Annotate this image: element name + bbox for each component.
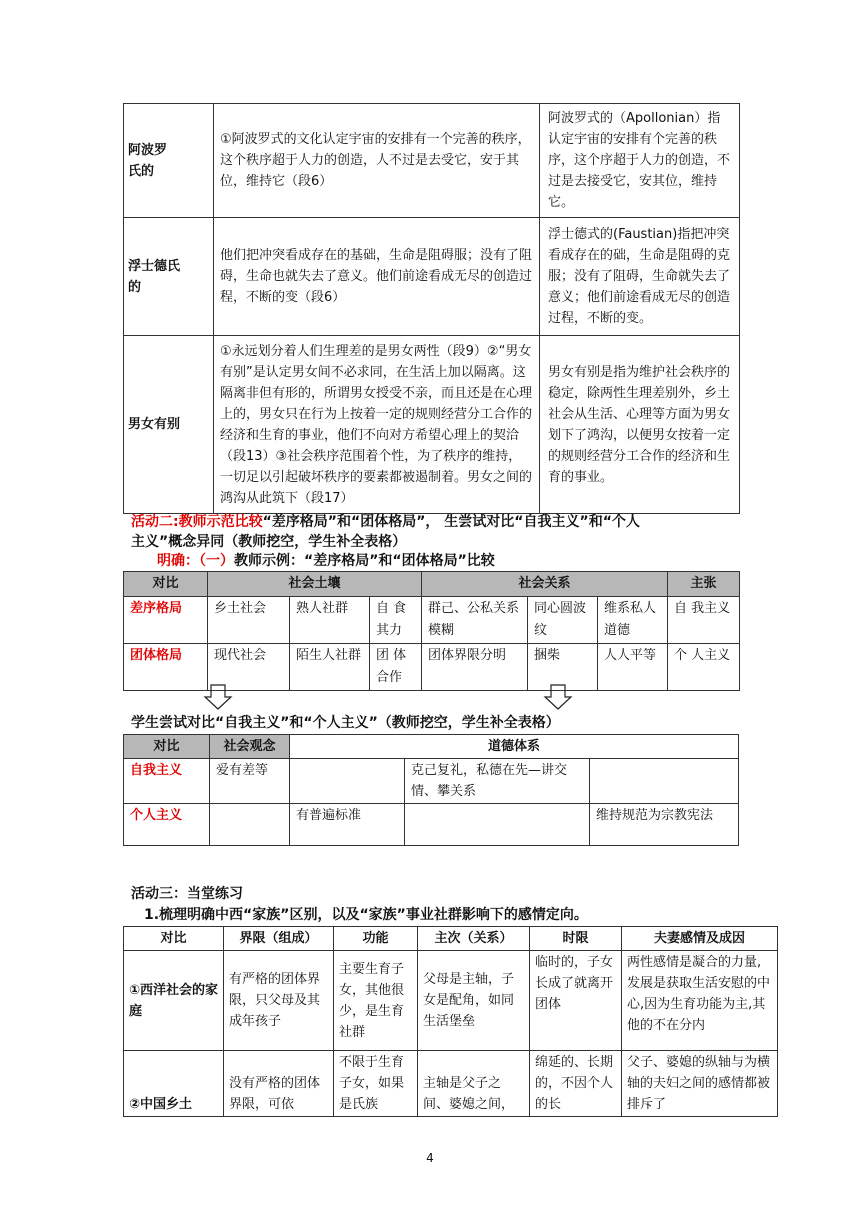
table-cell: 现代社会 [208, 644, 290, 691]
original-text-cell: 他们把冲突看成存在的基础，生命是阻碍服；没有了阻碍，生命也就失去了意义。他们前途看成无尽的创造过程，不断的变（段6） [214, 218, 540, 336]
table-row [124, 804, 739, 846]
header-cell: 主张 [668, 572, 740, 597]
table-cell [590, 759, 739, 804]
table-cell: 主轴是父子之间、婆媳之间， [418, 1051, 530, 1117]
row-label: ②中国乡土 [124, 1051, 224, 1117]
header-cell: 主次（关系） [418, 927, 530, 951]
table-cell: 自 食其力 [370, 597, 422, 644]
table-cell: 有普遍标准 [290, 804, 405, 846]
table-row [124, 218, 740, 336]
header-cell: 对比 [124, 735, 210, 759]
explanation-cell: 浮士德式的(Faustian)指把冲突看成存在的础，生命是阻碍的克服；没有了阻碍，生命就失去了意义；他们前途看成无尽的创造过程，不断的变。 [540, 218, 740, 336]
table-cell: 陌生人社群 [290, 644, 370, 691]
header-cell: 对比 [124, 927, 224, 951]
table-cell: 维持规范为宗教宪法 [590, 804, 739, 846]
row-label: ①西洋社会的家庭 [124, 951, 224, 1051]
activity2-heading [131, 512, 751, 552]
table-cell: 维系私人道德 [598, 597, 668, 644]
student-heading: 学生尝试对比“自我主义”和“个人主义”（教师挖空，学生补全表格） [131, 715, 560, 731]
header-row [124, 572, 740, 597]
row-label: 男女有别 [124, 336, 214, 514]
egoism-individualism-table [123, 734, 739, 846]
table-cell: 团 体合作 [370, 644, 422, 691]
explanation-cell: 阿波罗式的（Apollonian）指认定宇宙的安排有个完善的秩序，这个序超于人力的创造，不过是去接受它，安其位，维持它。 [540, 104, 740, 218]
table-row [124, 104, 740, 218]
table-cell: 父母是主轴，子女是配角，如同生活堡垒 [418, 951, 530, 1051]
table-row [124, 759, 739, 804]
concept-table [123, 103, 740, 514]
table-cell: 个 人主义 [668, 644, 740, 691]
table-cell: 爱有差等 [210, 759, 290, 804]
activity2-text-cont: 主义”概念异同（教师挖空，学生补全表格） [131, 534, 407, 550]
clarify-label: 明确：（一） [157, 553, 234, 569]
row-label: 差序格局 [124, 597, 208, 644]
row-label: 浮士德氏 的 [124, 218, 214, 336]
table-cell: 有严格的团体界限，只父母及其成年孩子 [224, 951, 334, 1051]
table-cell: 没有严格的团体界限，可依 [224, 1051, 334, 1117]
original-text-cell: ①阿波罗式的文化认定宇宙的安排有一个完善的秩序，这个秩序超于人力的创造，人不过是去受它，安于其位，维持它（段6） [214, 104, 540, 218]
row-label: 自我主义 [124, 759, 210, 804]
table-cell: 绵延的、长期的，不因个人的长 [530, 1051, 622, 1117]
header-row [124, 735, 739, 759]
header-cell: 功能 [334, 927, 418, 951]
table-cell: 人人平等 [598, 644, 668, 691]
table-cell: 熟人社群 [290, 597, 370, 644]
header-cell: 社会土壤 [208, 572, 422, 597]
header-cell: 社会关系 [422, 572, 668, 597]
table-cell: 自 我主义 [668, 597, 740, 644]
header-cell: 时限 [530, 927, 622, 951]
table-cell [210, 804, 290, 846]
table-cell: 主要生育子女，其他很少，是生育社群 [334, 951, 418, 1051]
header-row [124, 927, 778, 951]
table-row [124, 336, 740, 514]
header-cell: 夫妻感情及成因 [622, 927, 778, 951]
down-arrow-icon [543, 684, 573, 710]
table-row [124, 951, 778, 1051]
clarify-heading [157, 551, 495, 571]
table-cell: 捆柴 [528, 644, 598, 691]
table-cell: 不限于生育子女，如果是氏族 [334, 1051, 418, 1117]
header-cell: 界限（组成） [224, 927, 334, 951]
table-cell: 同心圆波纹 [528, 597, 598, 644]
row-label: 个人主义 [124, 804, 210, 846]
table-cell [405, 804, 590, 846]
header-cell: 道德体系 [290, 735, 739, 759]
table-cell: 群己、公私关系模糊 [422, 597, 528, 644]
pattern-compare-table [123, 571, 740, 691]
header-cell: 对比 [124, 572, 208, 597]
activity2-label: 活动二:教师示范比较 [131, 514, 263, 530]
table-cell: 父子、婆媳的纵轴与为横轴的夫妇之间的感情都被排斥了 [622, 1051, 778, 1117]
clarify-text: 教师示例：“差序格局”和“团体格局”比较 [234, 553, 495, 569]
original-text-cell: ①永远划分着人们生理差的是男女两性（段9）②“男女有别”是认定男女间不必求同，在生活上加以隔离。这隔离非但有形的，所谓男女授受不亲，而且还是在心理上的，男女只在行为上按着一定的规则经营分工合作的经济和生育的事业，他们不向对方希望心理上的契洽（段13）③社会秩序范围着个性，为了秩序的维持，一切足以引起破坏秩序的要素都被遏制着。男女之间的鸿沟从此筑下（段17） [214, 336, 540, 514]
family-compare-table [123, 926, 778, 1117]
activity3-question: 1.梳理明确中西“家族”区别，以及“家族”事业社群影响下的感情定向。 [144, 907, 588, 923]
table-cell: 乡土社会 [208, 597, 290, 644]
row-label: 阿波罗 氏的 [124, 104, 214, 218]
table-cell: 临时的，子女长成了就离开团体 [530, 951, 622, 1051]
table-cell: 两性感情是凝合的力量,发展是获取生活安慰的中心,因为生育功能为主,其他的不在分内 [622, 951, 778, 1051]
row-label: 团体格局 [124, 644, 208, 691]
table-row [124, 597, 740, 644]
table-row [124, 1051, 778, 1117]
activity3-title: 活动三：当堂练习 [131, 886, 243, 902]
explanation-cell: 男女有别是指为维护社会秩序的稳定，除两性生理差别外，乡土社会从生活、心理等方面为男女划下了鸿沟，以便男女按着一定的规则经营分工合作的经济和生育的事业。 [540, 336, 740, 514]
down-arrow-icon [203, 684, 233, 710]
table-cell: 克己复礼，私德在先—讲交情、攀关系 [405, 759, 590, 804]
header-cell: 社会观念 [210, 735, 290, 759]
table-cell [290, 759, 405, 804]
activity2-text: “差序格局”和“团体格局”， 生尝试对比“自我主义”和“个人 [262, 514, 640, 530]
page-number: 4 [426, 1151, 434, 1165]
table-cell: 团体界限分明 [422, 644, 528, 691]
